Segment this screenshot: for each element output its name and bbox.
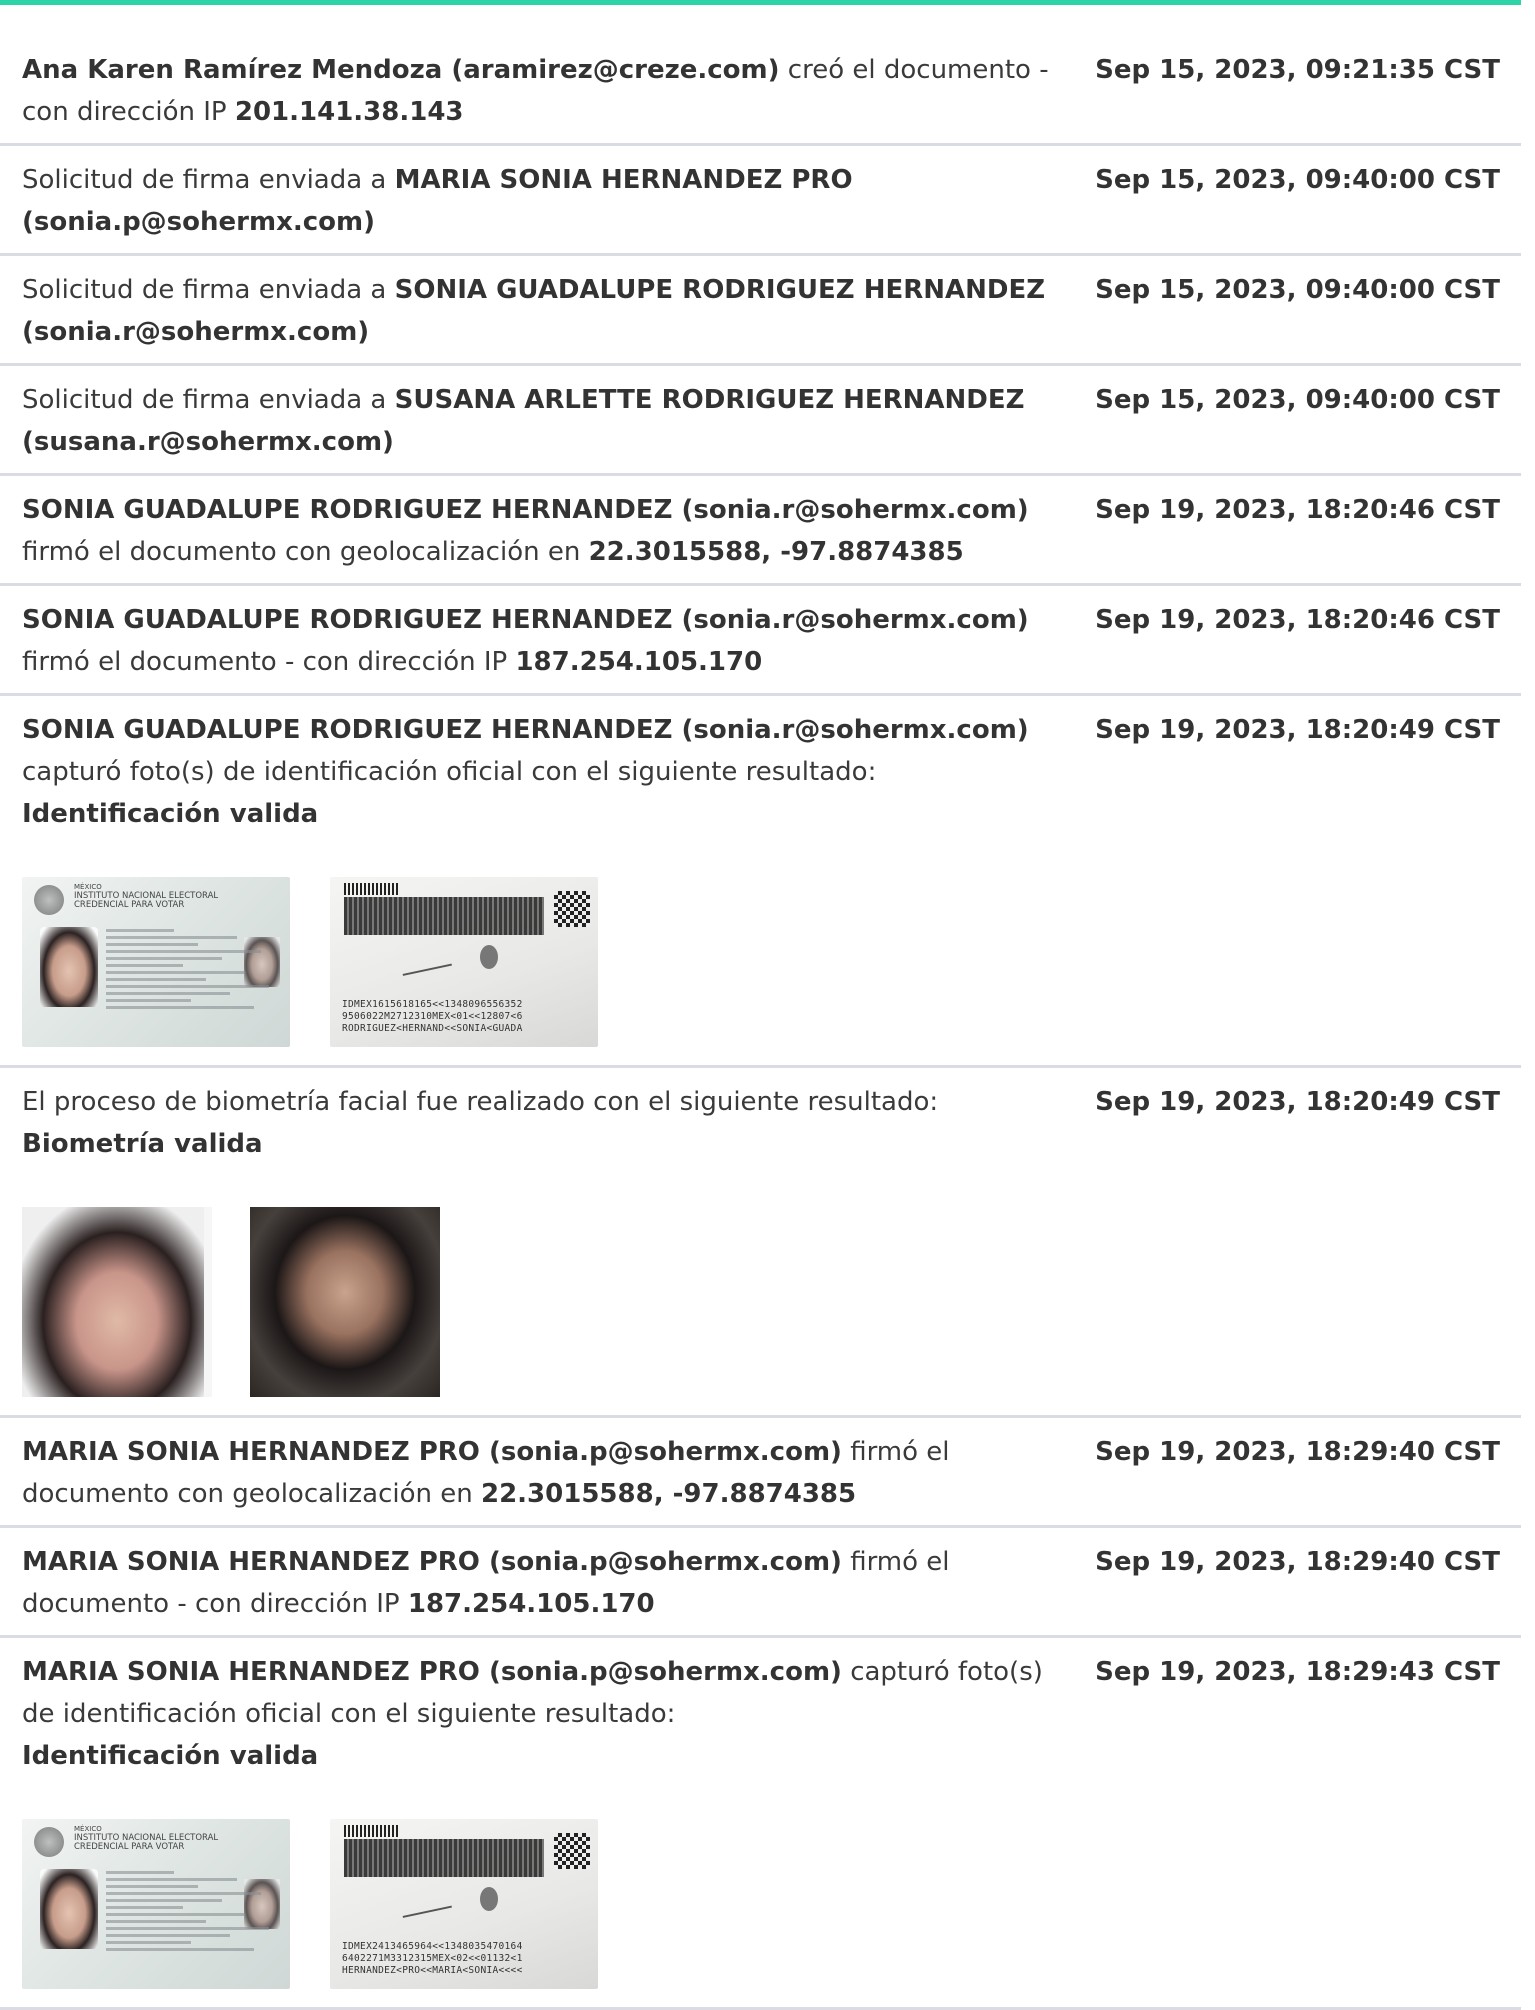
entry-timestamp: Sep 19, 2023, 18:29:40 CST [1095,1547,1500,1577]
card-subtitle: CREDENCIAL PARA VOTAR [74,900,185,910]
id-photos [22,1819,1521,1989]
entry-timestamp: Sep 15, 2023, 09:40:00 CST [1095,275,1500,305]
fingerprint-icon [480,1887,498,1911]
id-card-back-image [330,1819,598,1989]
entry-description [22,1651,1082,1777]
accent-bar [0,0,1521,5]
bold-text: MARIA SONIA HERNANDEZ PRO (sonia.p@sohermx.com) [22,165,853,237]
log-entry [0,476,1521,586]
mrz-line: RODRIGUEZ<HERNAND<<SONIA<GUADA [342,1023,523,1034]
mrz-text [342,1941,523,1977]
bold-text: 22.3015588, -97.8874385 [588,537,964,567]
bold-text: SONIA GUADALUPE RODRIGUEZ HERNANDEZ (sonia.r@sohermx.com) [22,715,1029,745]
id-photos [22,877,1521,1047]
entry-text: firmó el documento - con dirección IP [22,647,516,677]
result-text: Identificación valida [22,1741,319,1771]
card-title: INSTITUTO NACIONAL ELECTORAL [74,1833,219,1843]
card-data-lines [106,1867,276,1955]
signature [398,1884,452,1918]
log-entry [0,36,1521,146]
fingerprint-icon [480,945,498,969]
entry-text: capturó foto(s) de identificación oficial con el siguiente resultado: [22,1657,1043,1729]
mrz-text [342,999,523,1035]
id-card-back-image [330,877,598,1047]
bold-text: SUSANA ARLETTE RODRIGUEZ HERNANDEZ (susana.r@sohermx.com) [22,385,1025,457]
entry-timestamp: Sep 19, 2023, 18:29:43 CST [1095,1657,1500,1687]
result-text: Identificación valida [22,799,319,829]
entry-timestamp: Sep 15, 2023, 09:21:35 CST [1095,55,1500,85]
card-data-lines [106,925,276,1013]
seal-icon [34,1827,64,1857]
selfie-image [250,1207,440,1397]
crop-edge [204,1207,212,1397]
entry-text: capturó foto(s) de identificación oficial con el siguiente resultado: [22,757,877,787]
log-entry [0,1528,1521,1638]
bold-text: 22.3015588, -97.8874385 [481,1479,857,1509]
bold-text: 187.254.105.170 [515,647,763,677]
card-subtitle: CREDENCIAL PARA VOTAR [74,1842,185,1852]
qr-code-icon [554,1833,590,1869]
entry-text: firmó el documento con geolocalización en [22,537,589,567]
card-header [74,1825,218,1852]
id-card-front-image [22,1819,290,1989]
qr-code-icon [554,891,590,927]
card-country: MÉXICO [74,883,102,891]
entry-description [22,1541,1082,1625]
mrz-line: HERNANDEZ<PRO<<MARIA<SONIA<<<< [342,1965,523,1976]
entry-timestamp: Sep 19, 2023, 18:20:49 CST [1095,1087,1500,1117]
mrz-line: IDMEX1615618165<<1348096556352 [342,999,523,1010]
entry-description [22,1431,1082,1515]
bold-text: 201.141.38.143 [234,97,464,127]
bold-text: Ana Karen Ramírez Mendoza (aramirez@creze.com) [22,55,780,85]
mrz-line: IDMEX2413465964<<1348035470164 [342,1941,523,1952]
id-card-front-image [22,877,290,1047]
log-entry [0,146,1521,256]
entry-text: creó el documento - con dirección IP [22,55,1049,127]
bold-text: MARIA SONIA HERNANDEZ PRO (sonia.p@sohermx.com) [22,1657,842,1687]
mrz-line: 9506022M2712310MEX<01<<12807<6 [342,1011,523,1022]
entry-timestamp: Sep 19, 2023, 18:20:46 CST [1095,495,1500,525]
entry-text: El proceso de biometría facial fue realizado con el siguiente resultado: [22,1087,939,1117]
log-entry [0,366,1521,476]
id-portrait [40,927,98,1007]
log-entry [0,696,1521,1068]
id-portrait [40,1869,98,1949]
entry-text: Solicitud de firma enviada a [22,385,395,415]
pdf417-barcode [344,1839,544,1877]
entry-timestamp: Sep 19, 2023, 18:29:40 CST [1095,1437,1500,1467]
biometric-photos [22,1207,1521,1397]
entry-description [22,599,1082,683]
log-entry [0,1418,1521,1528]
log-entry [0,586,1521,696]
entry-text: firmó el documento con geolocalización en [22,1437,950,1509]
bold-text: SONIA GUADALUPE RODRIGUEZ HERNANDEZ (sonia.r@sohermx.com) [22,605,1029,635]
bold-text: MARIA SONIA HERNANDEZ PRO (sonia.p@sohermx.com) [22,1437,842,1467]
pdf417-barcode [344,897,544,935]
result-text: Biometría valida [22,1129,263,1159]
barcode-icon [344,883,398,895]
bold-text: 187.254.105.170 [407,1589,655,1619]
entry-timestamp: Sep 15, 2023, 09:40:00 CST [1095,165,1500,195]
signature [398,942,452,976]
card-country: MÉXICO [74,1825,102,1833]
entry-timestamp: Sep 19, 2023, 18:20:46 CST [1095,605,1500,635]
entry-description [22,489,1082,573]
card-header [74,883,218,910]
entry-description [22,1081,1082,1165]
bold-text: SONIA GUADALUPE RODRIGUEZ HERNANDEZ (sonia.r@sohermx.com) [22,275,1046,347]
entry-description [22,709,1082,835]
log-entry [0,1068,1521,1418]
entry-text: Solicitud de firma enviada a [22,275,395,305]
entry-description [22,159,1082,243]
id-face-crop-image [22,1207,212,1397]
seal-icon [34,885,64,915]
bold-text: MARIA SONIA HERNANDEZ PRO (sonia.p@sohermx.com) [22,1547,842,1577]
entry-text: firmó el documento - con dirección IP [22,1547,950,1619]
entry-timestamp: Sep 15, 2023, 09:40:00 CST [1095,385,1500,415]
log-entry [0,1638,1521,2010]
log-entry [0,256,1521,366]
audit-log [0,36,1521,2010]
entry-timestamp: Sep 19, 2023, 18:20:49 CST [1095,715,1500,745]
entry-text: Solicitud de firma enviada a [22,165,395,195]
entry-description [22,269,1082,353]
entry-description [22,49,1082,133]
barcode-icon [344,1825,398,1837]
mrz-line: 6402271M3312315MEX<02<<01132<1 [342,1953,523,1964]
bold-text: SONIA GUADALUPE RODRIGUEZ HERNANDEZ (sonia.r@sohermx.com) [22,495,1029,525]
entry-description [22,379,1082,463]
card-title: INSTITUTO NACIONAL ELECTORAL [74,891,219,901]
